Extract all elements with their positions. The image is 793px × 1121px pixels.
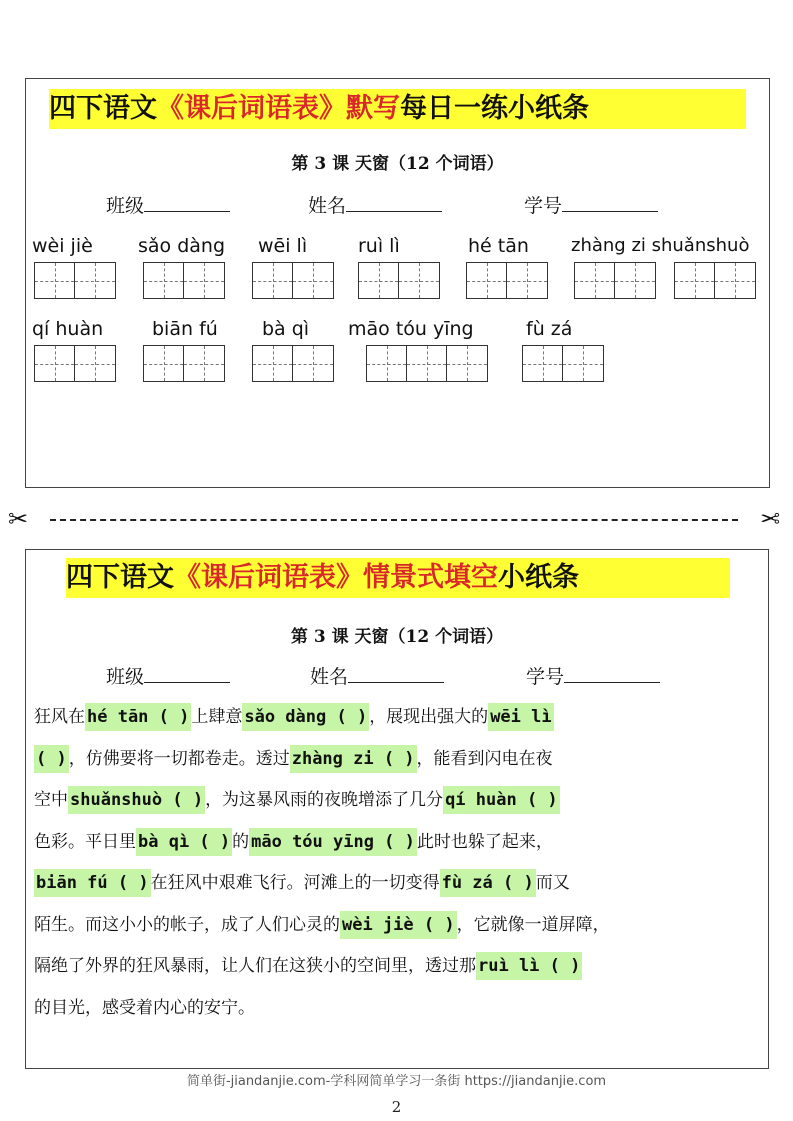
pinyin-label: bà qì [262, 318, 310, 340]
paragraph-line [34, 866, 570, 900]
paragraph-text: ，它就像一道屏障， [456, 914, 610, 935]
title-part-c: 每日一练小纸条 [400, 93, 589, 124]
pinyin-blank[interactable]: wēi lì [488, 703, 553, 731]
title-part-b: 《课后词语表》默写 [157, 93, 400, 124]
writing-grid[interactable] [522, 345, 604, 382]
paragraph-line [34, 991, 255, 1025]
fill-in-worksheet [25, 549, 769, 1069]
pinyin-blank[interactable]: shuǎnshuò ( ) [68, 786, 205, 814]
title-part-a: 四下语文 [49, 93, 157, 124]
id-field[interactable] [526, 662, 660, 689]
footer-text: 简单街-jiandanjie.com-学科网简单学习一条街 https://jiandanjie.com [186, 1074, 607, 1089]
pinyin-blank[interactable]: ( ) [34, 745, 69, 773]
paragraph-line [34, 783, 560, 817]
name-blank[interactable] [346, 193, 442, 212]
cut-line [8, 504, 780, 534]
paragraph-text: 狂风在 [34, 707, 85, 727]
pinyin-blank[interactable]: sǎo dàng ( ) [242, 703, 369, 731]
worksheet1-title [49, 89, 746, 129]
title-part-c: 小纸条 [498, 562, 579, 593]
writing-grid[interactable] [143, 262, 225, 299]
paragraph-line [34, 949, 582, 983]
writing-grid[interactable] [252, 262, 334, 299]
scissors-icon: ✂ [759, 505, 780, 533]
class-label: 班级 [106, 195, 145, 217]
paragraph-text: 的目光，感受着内心的安宁。 [34, 997, 255, 1018]
paragraph-text: 的 [232, 831, 250, 852]
id-label: 学号 [524, 195, 563, 217]
writing-grid[interactable] [34, 345, 116, 382]
paragraph-text: 而又 [535, 873, 570, 893]
pinyin-label: māo tóu yīng [348, 318, 474, 340]
pinyin-blank[interactable]: ruì lì ( ) [476, 952, 582, 980]
pinyin-label: biān fú [152, 318, 218, 340]
title-part-a: 四下语文 [66, 562, 174, 593]
writing-grid[interactable] [466, 262, 548, 299]
worksheet2-subtitle: 第 3 课 天窗（12 个词语） [290, 627, 504, 647]
pinyin-label: qí huàn [32, 318, 104, 340]
paragraph-text: 色彩。平日里 [34, 831, 136, 852]
paragraph-text: ，展现出强大的 [369, 707, 489, 727]
paragraph-text: 在狂风中艰难飞行。河滩上的一切变得 [150, 873, 440, 893]
paragraph-line [34, 908, 610, 942]
paragraph-text: 空中 [34, 790, 68, 810]
pinyin-label: sǎo dàng [138, 235, 226, 257]
pinyin-blank[interactable]: zhàng zi ( ) [290, 745, 417, 773]
pinyin-label: fù zá [526, 318, 573, 340]
worksheet1-info-row [26, 191, 769, 219]
class-blank[interactable] [144, 664, 230, 683]
pinyin-label: hé tān [468, 235, 529, 257]
worksheet2-title [66, 558, 730, 598]
id-label: 学号 [526, 666, 565, 688]
pinyin-blank[interactable]: fù zá ( ) [440, 869, 536, 897]
title-part-b: 《课后词语表》情景式填空 [174, 562, 498, 593]
writing-grid[interactable] [674, 262, 756, 299]
writing-grid[interactable] [252, 345, 334, 382]
writing-grid[interactable] [366, 345, 488, 382]
page-number: 2 [391, 1098, 402, 1116]
pinyin-blank[interactable]: wèi jiè ( ) [340, 911, 457, 939]
scissors-icon: ✂ [8, 505, 29, 533]
paragraph-text: ，仿佛要将一切都卷走。透过 [68, 748, 290, 769]
class-field[interactable] [106, 191, 230, 218]
name-field[interactable] [310, 662, 444, 689]
name-field[interactable] [308, 191, 442, 218]
name-label: 姓名 [308, 195, 347, 217]
class-field[interactable] [106, 662, 230, 689]
id-blank[interactable] [564, 664, 660, 683]
paragraph-text: 上肆意 [191, 707, 243, 727]
id-field[interactable] [524, 191, 658, 218]
pinyin-label: zhàng zi shuǎnshuò [571, 235, 750, 256]
name-label: 姓名 [310, 666, 349, 688]
writing-grid[interactable] [143, 345, 225, 382]
paragraph-line [34, 742, 553, 776]
pinyin-label: ruì lì [358, 235, 400, 257]
pinyin-blank[interactable]: bà qì ( ) [136, 828, 232, 856]
paragraph-line [34, 825, 553, 859]
paragraph-text: 陌生。而这小小的帐子，成了人们心灵的 [34, 914, 340, 935]
writing-grid[interactable] [574, 262, 656, 299]
paragraph-text: 隔绝了外界的狂风暴雨，让人们在这狭小的空间里，透过那 [34, 956, 476, 976]
pinyin-blank[interactable]: hé tān ( ) [85, 703, 191, 731]
pinyin-blank[interactable]: biān fú ( ) [34, 869, 151, 897]
paragraph-text: 此时也躲了起来， [416, 831, 553, 852]
id-blank[interactable] [562, 193, 658, 212]
writing-grid[interactable] [358, 262, 440, 299]
worksheet2-info-row [26, 662, 768, 690]
dictation-worksheet [25, 78, 770, 488]
class-blank[interactable] [144, 193, 230, 212]
paragraph-text: ，为这暴风雨的夜晚增添了几分 [205, 790, 444, 810]
pinyin-label: wèi jiè [32, 235, 93, 257]
name-blank[interactable] [348, 664, 444, 683]
pinyin-blank[interactable]: māo tóu yīng ( ) [249, 828, 417, 856]
dashed-divider [50, 519, 738, 521]
pinyin-label: wēi lì [258, 235, 308, 257]
class-label: 班级 [106, 666, 145, 688]
worksheet1-subtitle: 第 3 课 天窗（12 个词语） [291, 154, 504, 174]
writing-grid[interactable] [34, 262, 116, 299]
paragraph-text: ，能看到闪电在夜 [416, 748, 553, 769]
paragraph-line [34, 700, 554, 734]
pinyin-blank[interactable]: qí huàn ( ) [443, 786, 560, 814]
